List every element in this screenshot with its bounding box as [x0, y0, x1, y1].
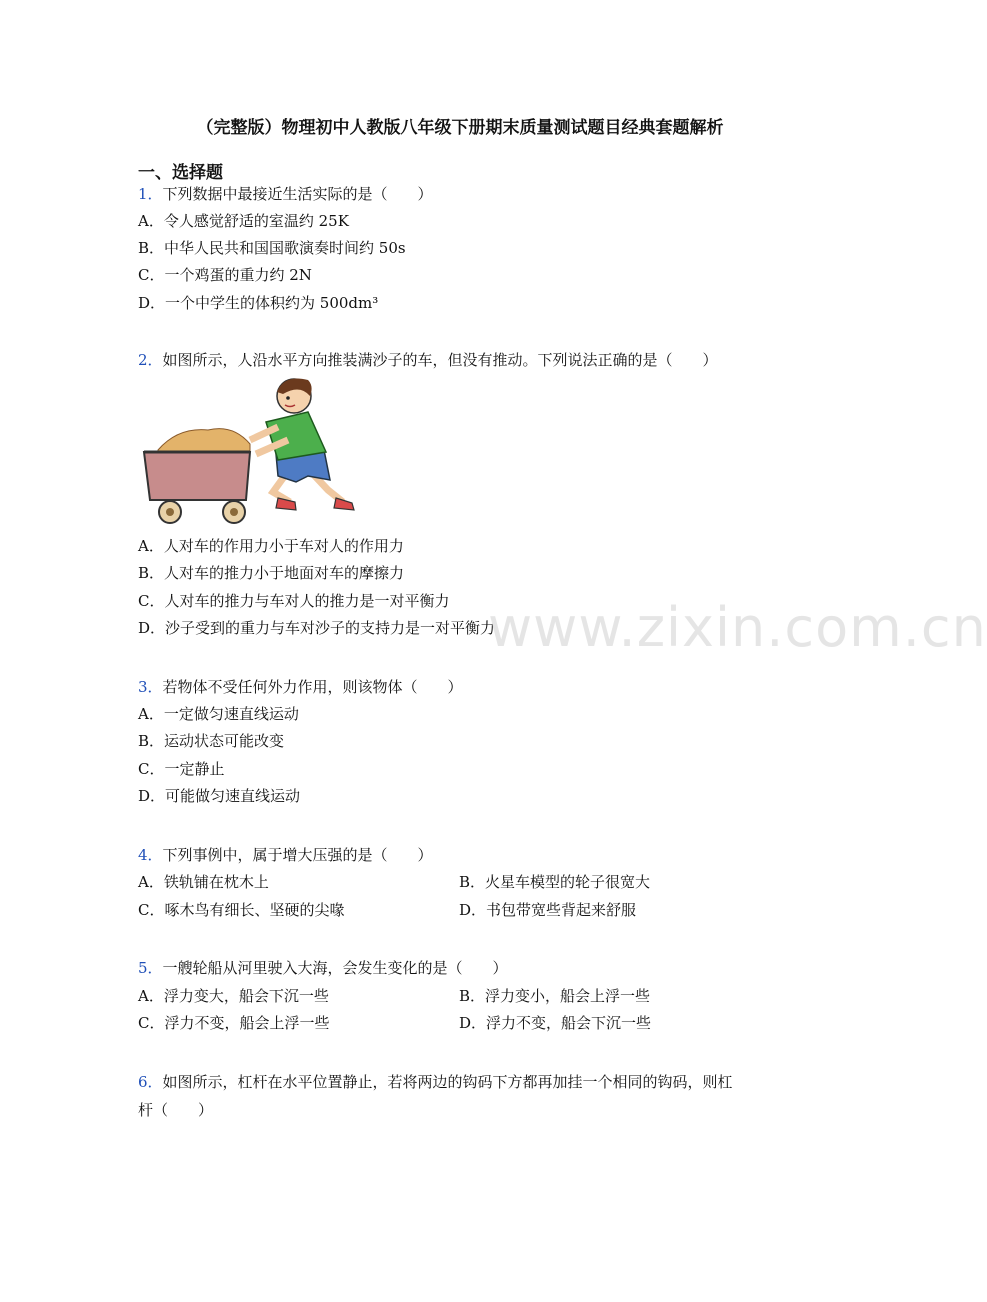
option-c: C．一定静止 [138, 760, 225, 778]
question-1 [138, 183, 433, 204]
option-c: C．人对车的推力与车对人的推力是一对平衡力 [138, 592, 450, 610]
option-d: D．沙子受到的重力与车对沙子的支持力是一对平衡力 [138, 619, 496, 637]
question-2 [138, 349, 718, 370]
option-d: D．浮力不变，船会下沉一些 [459, 1014, 652, 1032]
option-d: D．书包带宽些背起来舒服 [459, 901, 637, 919]
section-heading: 一、选择题 [138, 163, 223, 183]
option-a: A．人对车的作用力小于车对人的作用力 [138, 537, 404, 555]
option-a: A．令人感觉舒适的室温约 25K [138, 212, 349, 230]
question-stem: 下列事例中，属于增大压强的是（ ） [162, 846, 433, 864]
question-stem: 如图所示，杠杆在水平位置静止，若将两边的钩码下方都再加挂一个相同的钩码，则杠 [162, 1073, 733, 1091]
question-5 [138, 957, 508, 978]
option-a: A．铁轨铺在枕木上 [138, 873, 269, 891]
option-b: B．浮力变小，船会上浮一些 [459, 987, 651, 1005]
question-number: 1． [138, 185, 163, 203]
question-stem: 一艘轮船从河里驶入大海，会发生变化的是（ ） [162, 959, 508, 977]
question-stem: 下列数据中最接近生活实际的是（ ） [162, 185, 433, 203]
question-number: 2． [138, 351, 163, 369]
question-number: 4． [138, 846, 163, 864]
question-stem-continued: 杆（ ） [138, 1101, 214, 1119]
document-title: （完整版）物理初中人教版八年级下册期末质量测试题目经典套题解析 [196, 118, 724, 138]
option-b: B．中华人民共和国国歌演奏时间约 50s [138, 239, 406, 257]
option-c: C．啄木鸟有细长、坚硬的尖喙 [138, 901, 345, 919]
option-b: B．人对车的推力小于地面对车的摩擦力 [138, 564, 405, 582]
option-a: A．一定做匀速直线运动 [138, 705, 299, 723]
question-number: 6． [138, 1073, 163, 1091]
option-c: C．一个鸡蛋的重力约 2N [138, 266, 312, 284]
option-b: B．火星车模型的轮子很宽大 [459, 873, 651, 891]
question-number: 5． [138, 959, 163, 977]
boy-pushing-cart-illustration [138, 372, 370, 530]
question-stem: 若物体不受任何外力作用，则该物体（ ） [162, 678, 463, 696]
option-b: B．运动状态可能改变 [138, 732, 285, 750]
option-c: C．浮力不变，船会上浮一些 [138, 1014, 330, 1032]
option-d: D．一个中学生的体积约为 500dm³ [138, 294, 379, 312]
option-d: D．可能做匀速直线运动 [138, 787, 301, 805]
question-number: 3． [138, 678, 163, 696]
question-3 [138, 676, 463, 697]
watermark: www.zixin.com.cn [488, 596, 987, 659]
question-4 [138, 844, 433, 865]
question-stem: 如图所示，人沿水平方向推装满沙子的车，但没有推动。下列说法正确的是（ ） [162, 351, 718, 369]
option-a: A．浮力变大，船会下沉一些 [138, 987, 329, 1005]
question-6 [138, 1071, 733, 1092]
